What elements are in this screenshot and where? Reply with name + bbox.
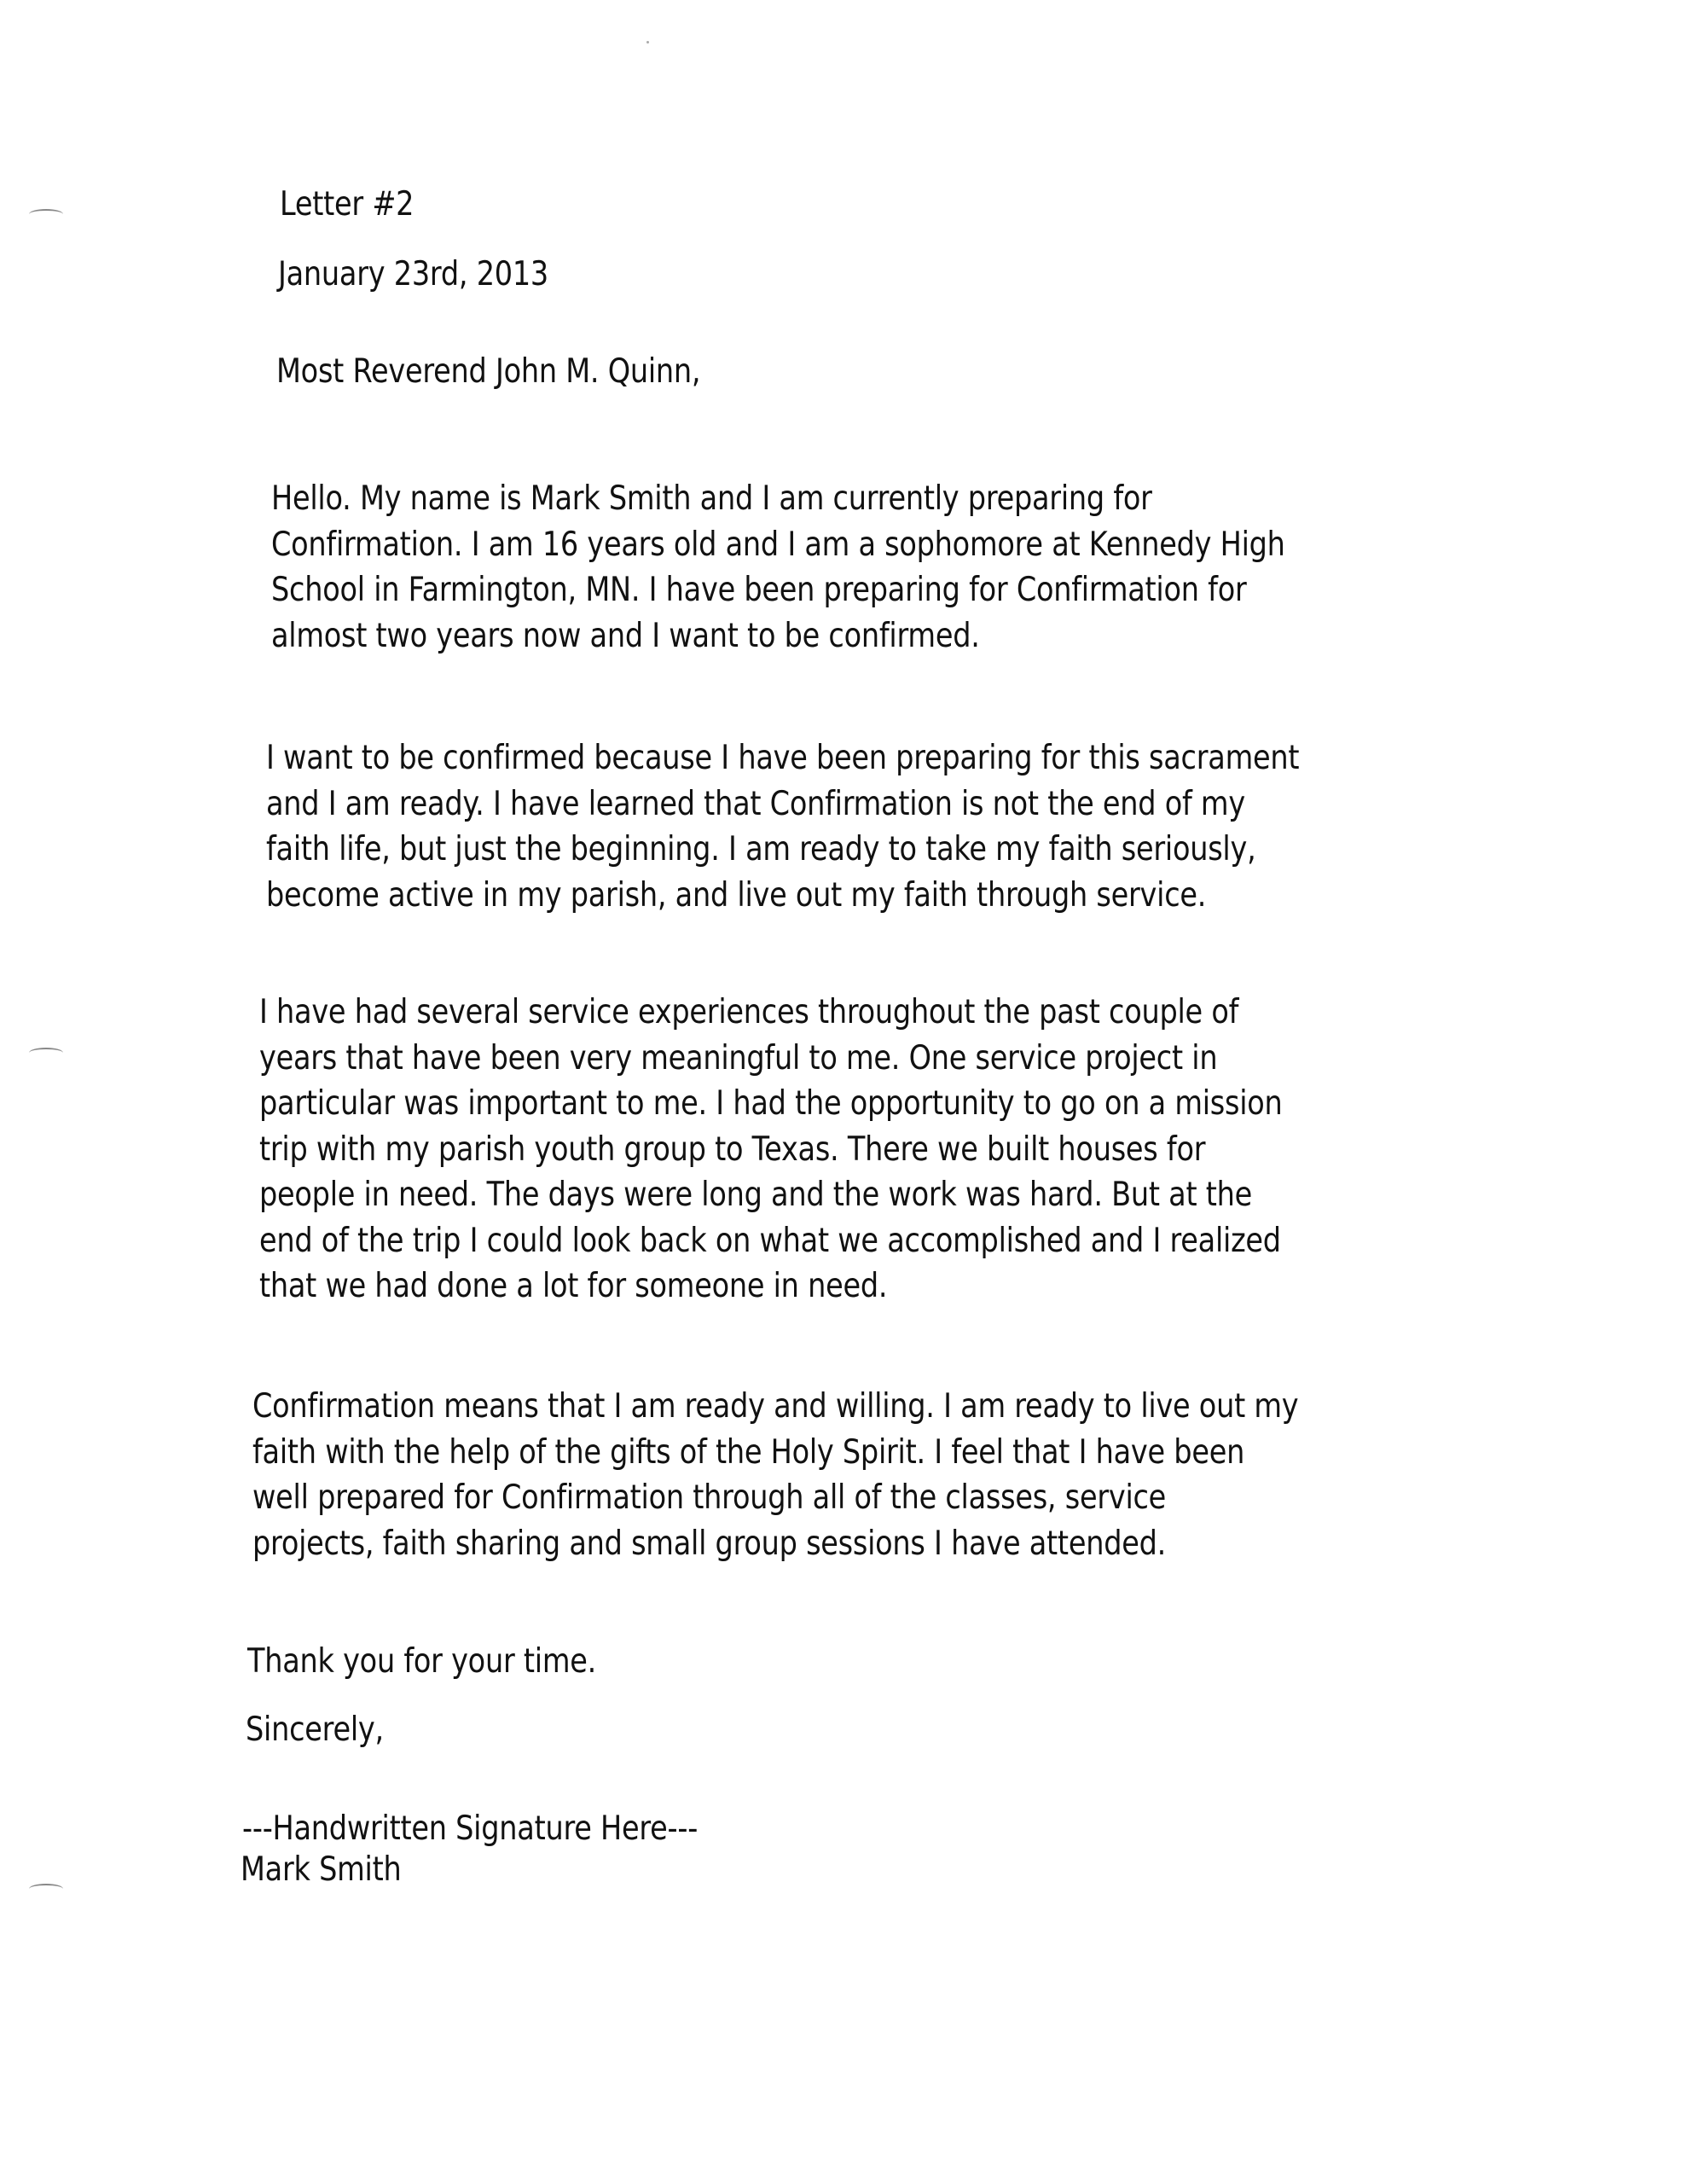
paragraph-intro	[271, 476, 1450, 659]
paragraph-service	[259, 990, 1449, 1310]
scan-mark	[29, 1048, 63, 1058]
paragraph-line: people in need. The days were long and the work was hard. But at the	[259, 1176, 1253, 1214]
paragraph-line: years that have been very meaningful to me. One service project in	[259, 1038, 1218, 1077]
paragraph-meaning	[252, 1384, 1469, 1566]
paragraph-line: faith life, but just the beginning. I am ready to take my faith seriously,	[266, 830, 1256, 868]
paragraph-line: Confirmation. I am 16 years old and I am a sophomore at Kennedy High	[271, 525, 1285, 564]
paragraph-line: well prepared for Confirmation through all of the classes, service	[252, 1478, 1167, 1517]
letter-date: January 23rd, 2013	[278, 255, 549, 293]
scan-mark	[29, 209, 63, 219]
paragraph-line: end of the trip I could look back on what we accomplished and I realized	[259, 1221, 1281, 1260]
paragraph-line: Confirmation means that I am ready and willing. I am ready to live out my	[252, 1387, 1299, 1426]
closing: Sincerely,	[246, 1711, 384, 1749]
paragraph-line: almost two years now and I want to be confirmed.	[271, 616, 980, 655]
paragraph-line: particular was important to me. I had the opportunity to go on a mission	[259, 1084, 1283, 1123]
paragraph-line: and I am ready. I have learned that Confirmation is not the end of my	[266, 784, 1245, 823]
letter-salutation: Most Reverend John M. Quinn,	[276, 352, 701, 391]
paragraph-line: that we had done a lot for someone in need.	[259, 1267, 888, 1305]
paragraph-line: become active in my parish, and live out my faith through service.	[266, 875, 1207, 915]
paragraph-line: School in Farmington, MN. I have been preparing for Confirmation for	[271, 571, 1247, 609]
paragraph-line: faith with the help of the gifts of the Holy Spirit. I feel that I have been	[252, 1432, 1245, 1472]
letter-heading: Letter #2	[280, 185, 415, 224]
paragraph-line: I have had several service experiences throughout the past couple of	[259, 993, 1239, 1031]
paragraph-line: trip with my parish youth group to Texas. There we built houses for	[259, 1130, 1206, 1169]
closing-thanks: Thank you for your time.	[247, 1642, 597, 1681]
signature-placeholder: ---Handwritten Signature Here---	[242, 1809, 699, 1848]
paragraph-line: Hello. My name is Mark Smith and I am currently preparing for	[271, 479, 1152, 518]
paragraph-line: projects, faith sharing and small group sessions I have attended.	[252, 1524, 1167, 1563]
paragraph-reason	[266, 735, 1467, 918]
scan-speck	[646, 41, 649, 44]
signer-name: Mark Smith	[241, 1850, 402, 1889]
scan-mark	[29, 1884, 63, 1894]
paragraph-line: I want to be confirmed because I have been preparing for this sacrament	[266, 739, 1300, 777]
